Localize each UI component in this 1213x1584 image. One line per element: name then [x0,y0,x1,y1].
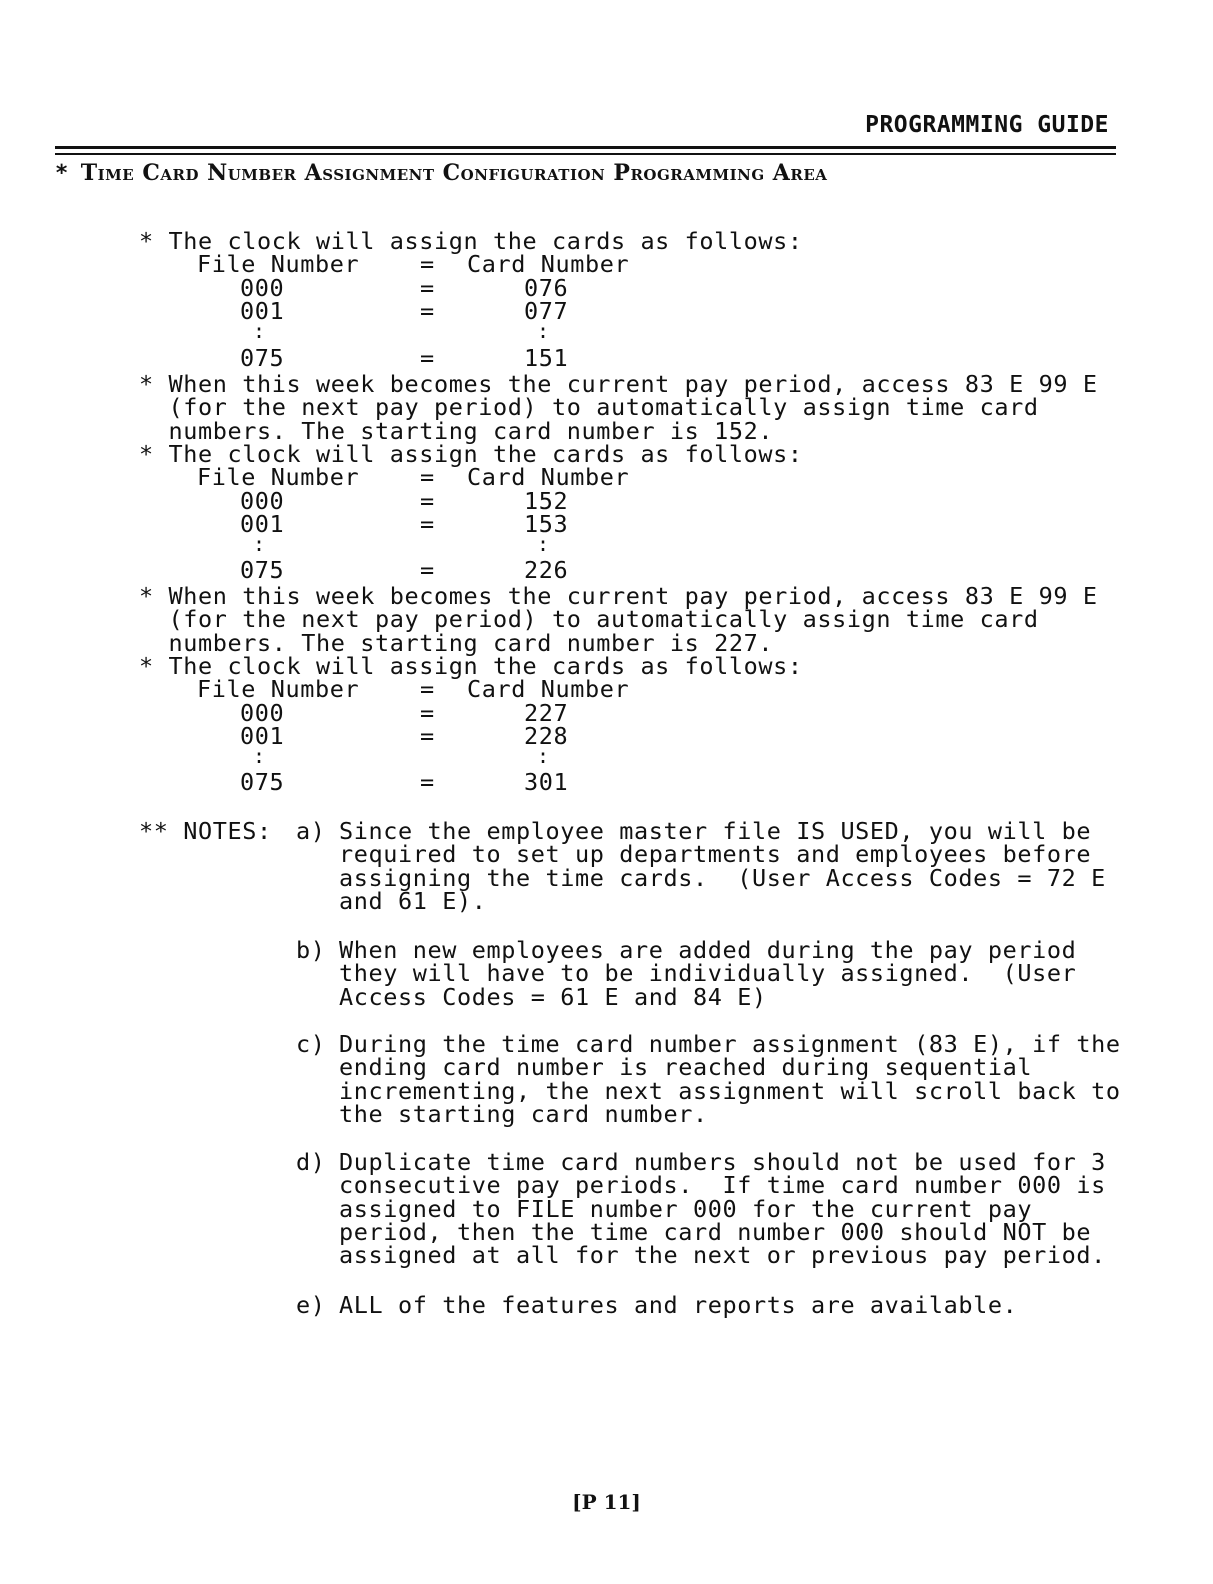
page-header: PROGRAMMING GUIDE [865,112,1109,138]
note-line: ALL of the features and reports are available. [339,1291,1018,1319]
instruction-line: numbers. The starting card number is 152. [139,416,774,445]
card-number-cell: 228 [524,721,569,750]
table-header-card: Card Number [467,463,630,492]
note-line: the starting card number. [339,1099,708,1128]
equals-cell: = [420,296,435,325]
header-rule-thick [55,146,1116,149]
table-header-card: Card Number [467,675,630,704]
card-number-cell: 151 [524,343,569,372]
continuation-dots: : [253,319,266,344]
instruction-line: * The clock will assign the cards as follows: [139,439,803,468]
note-line: During the time card number assignment (83 E), if the [339,1030,1121,1058]
instruction-line: * The clock will assign the cards as follows: [139,651,803,680]
instruction-line: (for the next pay period) to automatically assign time card [139,393,1039,422]
file-number-cell: 001 [240,296,285,325]
table-header-file: File Number [197,463,360,492]
file-number-cell: 001 [240,721,285,750]
note-line: and 61 E). [339,886,487,915]
file-number-cell: 000 [240,273,285,302]
note-line: period, then the time card number 000 should NOT be [339,1217,1092,1246]
note-line: assigned to FILE number 000 for the current pay [339,1194,1033,1223]
equals-cell: = [420,343,435,372]
file-number-cell: 000 [240,698,285,727]
equals-cell: = [420,273,435,302]
instruction-line: * When this week becomes the current pay period, access 83 E 99 E [139,582,1098,610]
card-number-cell: 153 [524,509,569,538]
page-number: [P 11] [572,1490,641,1514]
file-number-cell: 075 [240,768,285,797]
note-letter: c) [296,1030,326,1058]
card-number-cell: 227 [524,698,569,727]
equals-cell: = [420,486,435,515]
continuation-dots: : [537,532,550,557]
note-line: assigned at all for the next or previous pay period. [339,1241,1106,1270]
card-number-cell: 076 [524,273,569,302]
note-line: assigning the time cards. (User Access Codes = 72 E [339,863,1106,892]
note-line: required to set up departments and employees before [339,840,1092,869]
notes-label: ** NOTES: [139,817,272,845]
instruction-line: (for the next pay period) to automatically assign time card [139,605,1039,634]
equals-cell: = [420,698,435,727]
table-header-file: File Number [197,250,360,279]
file-number-cell: 075 [240,343,285,372]
table-header-equals: = [420,463,435,492]
instruction-line: * The clock will assign the cards as follows: [139,227,803,255]
note-line: Access Codes = 61 E and 84 E) [339,982,767,1011]
table-header-equals: = [420,250,435,279]
equals-cell: = [420,509,435,538]
continuation-dots: : [537,319,550,344]
note-letter: e) [296,1291,326,1319]
file-number-cell: 001 [240,509,285,538]
table-header-file: File Number [197,675,360,704]
file-number-cell: 075 [240,556,285,585]
note-line: Since the employee master file IS USED, you will be [339,817,1092,845]
note-line: Duplicate time card numbers should not be used for 3 [339,1148,1106,1176]
table-header-card: Card Number [467,250,630,279]
card-number-cell: 152 [524,486,569,515]
note-letter: b) [296,936,326,964]
note-letter: d) [296,1148,326,1176]
section-title [55,160,827,186]
table-header-equals: = [420,675,435,704]
instruction-line: * When this week becomes the current pay period, access 83 E 99 E [139,370,1098,398]
card-number-cell: 077 [524,296,569,325]
card-number-cell: 226 [524,556,569,585]
note-line: When new employees are added during the pay period [339,936,1077,964]
section-star: * [55,161,69,186]
section-title-text: Time Card Number Assignment Configuration Programming Area [80,160,828,186]
note-line: incrementing, the next assignment will scroll back to [339,1076,1121,1105]
note-letter: a) [296,817,326,845]
card-number-cell: 301 [524,768,569,797]
header-rule-thin [55,153,1116,155]
continuation-dots: : [537,744,550,769]
note-line: ending card number is reached during sequential [339,1053,1033,1082]
note-line: consecutive pay periods. If time card number 000 is [339,1171,1106,1200]
continuation-dots: : [253,744,266,769]
note-line: they will have to be individually assigned. (User [339,959,1077,988]
equals-cell: = [420,721,435,750]
file-number-cell: 000 [240,486,285,515]
continuation-dots: : [253,532,266,557]
equals-cell: = [420,768,435,797]
instruction-line: numbers. The starting card number is 227. [139,628,774,657]
equals-cell: = [420,556,435,585]
